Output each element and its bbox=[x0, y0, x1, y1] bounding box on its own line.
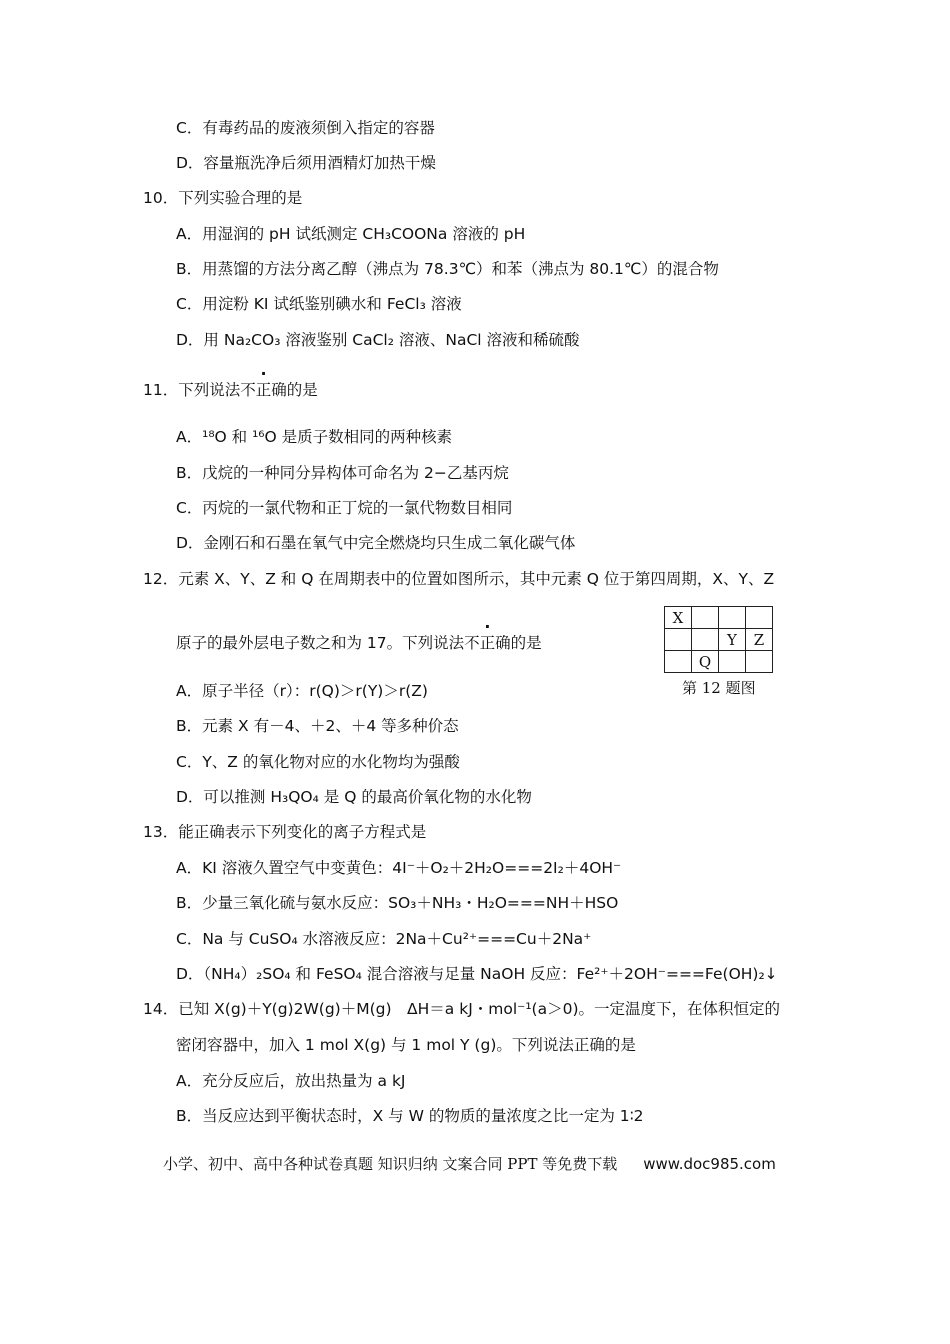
pt-cell: Z bbox=[746, 629, 773, 651]
q9-option-c: C．有毒药品的废液须倒入指定的容器 bbox=[176, 119, 435, 137]
q10-option-a: A．用湿润的 pH 试纸测定 CH₃COONa 溶液的 pH bbox=[176, 225, 526, 243]
figure-caption: 第 12 题图 bbox=[682, 679, 756, 697]
pt-cell bbox=[692, 629, 719, 651]
q11-option-c: C．丙烷的一氯代物和正丁烷的一氯代物数目相同 bbox=[176, 499, 513, 517]
q11-option-d: D．金刚石和石墨在氧气中完全燃烧均只生成二氧化碳气体 bbox=[176, 534, 576, 552]
pt-cell: Y bbox=[719, 629, 746, 651]
q14-option-a: A．充分反应后，放出热量为 a kJ bbox=[176, 1072, 406, 1090]
pt-cell bbox=[746, 651, 773, 673]
q12-stem-prefix: 原子的最外层电子数之和为 17。下列说法 bbox=[176, 634, 465, 652]
q12-stem-line2 bbox=[176, 633, 542, 653]
q10-option-b: B．用蒸馏的方法分离乙醇（沸点为 78.3℃）和苯（沸点为 80.1℃）的混合物 bbox=[176, 260, 719, 278]
q12-option-b: B．元素 X 有－4、＋2、＋4 等多种价态 bbox=[176, 717, 459, 735]
q13-option-a: A．KI 溶液久置空气中变黄色：4I⁻＋O₂＋2H₂O===2I₂＋4OH⁻ bbox=[176, 859, 622, 877]
periodic-table-figure bbox=[664, 606, 773, 673]
q13-option-d: D．（NH₄）₂SO₄ 和 FeSO₄ 混合溶液与足量 NaOH 反应：Fe²⁺＋2OH⁻===Fe(OH)₂↓ bbox=[176, 965, 778, 983]
pt-cell bbox=[719, 607, 746, 629]
q14-option-b: B．当反应达到平衡状态时，X 与 W 的物质的量浓度之比一定为 1∶2 bbox=[176, 1107, 644, 1125]
q13-stem: 13．能正确表示下列变化的离子方程式是 bbox=[143, 823, 427, 841]
q12-stem-line1: 12．元素 X、Y、Z 和 Q 在周期表中的位置如图所示，其中元素 Q 位于第四周期，X、Y、Z bbox=[143, 570, 775, 588]
footer-text: 小学、初中、高中各种试卷真题 知识归纳 文案合同 PPT 等免费下载 bbox=[163, 1155, 618, 1173]
q10-stem: 10．下列实验合理的是 bbox=[143, 189, 303, 207]
q11-option-a: A．¹⁸O 和 ¹⁶O 是质子数相同的两种核素 bbox=[176, 428, 453, 446]
q13-option-c: C．Na 与 CuSO₄ 水溶液反应：2Na＋Cu²⁺===Cu＋2Na⁺ bbox=[176, 930, 592, 948]
q10-option-d: D．用 Na₂CO₃ 溶液鉴别 CaCl₂ 溶液、NaCl 溶液和稀硫酸 bbox=[176, 331, 580, 349]
q13-option-b: B．少量三氧化硫与氨水反应：SO₃＋NH₃・H₂O===NH＋HSO bbox=[176, 894, 619, 912]
q11-option-b: B．戊烷的一种同分异构体可命名为 2−乙基丙烷 bbox=[176, 464, 509, 482]
page-footer bbox=[163, 1153, 776, 1174]
q11-stem-prefix: 11．下列说法 bbox=[143, 381, 241, 399]
periodic-table-row bbox=[665, 607, 773, 629]
footer-link[interactable]: www.doc985.com bbox=[643, 1155, 776, 1173]
pt-cell: X bbox=[665, 607, 692, 629]
q10-option-c: C．用淀粉 KI 试纸鉴别碘水和 FeCl₃ 溶液 bbox=[176, 295, 462, 313]
q11-stem bbox=[143, 380, 318, 400]
pt-cell bbox=[665, 651, 692, 673]
q14-stem-line1: 14．已知 X(g)＋Y(g)2W(g)＋M(g) ΔH＝a kJ・mol⁻¹(a＞0)。一定温度下，在体积恒定的 bbox=[143, 1000, 781, 1018]
pt-cell: Q bbox=[692, 651, 719, 673]
pt-cell bbox=[746, 607, 773, 629]
q14-stem-line2: 密闭容器中，加入 1 mol X(g) 与 1 mol Y (g)。下列说法正确的是 bbox=[176, 1036, 636, 1054]
q12-option-c: C．Y、Z 的氧化物对应的水化物均为强酸 bbox=[176, 753, 460, 771]
q12-option-d: D．可以推测 H₃QO₄ 是 Q 的最高价氧化物的水化物 bbox=[176, 788, 532, 806]
periodic-table-row bbox=[665, 651, 773, 673]
q12-emphasis: 不正确 bbox=[464, 634, 511, 652]
q11-stem-suffix: 的是 bbox=[286, 381, 318, 399]
q12-stem-suffix: 的是 bbox=[510, 634, 542, 652]
pt-cell bbox=[692, 607, 719, 629]
q12-option-a: A．原子半径（r）：r(Q)＞r(Y)＞r(Z) bbox=[176, 682, 428, 700]
q11-emphasis: 不正确 bbox=[240, 381, 287, 399]
pt-cell bbox=[719, 651, 746, 673]
pt-cell bbox=[665, 629, 692, 651]
q9-option-d: D．容量瓶洗净后须用酒精灯加热干燥 bbox=[176, 154, 436, 172]
periodic-table-row bbox=[665, 629, 773, 651]
